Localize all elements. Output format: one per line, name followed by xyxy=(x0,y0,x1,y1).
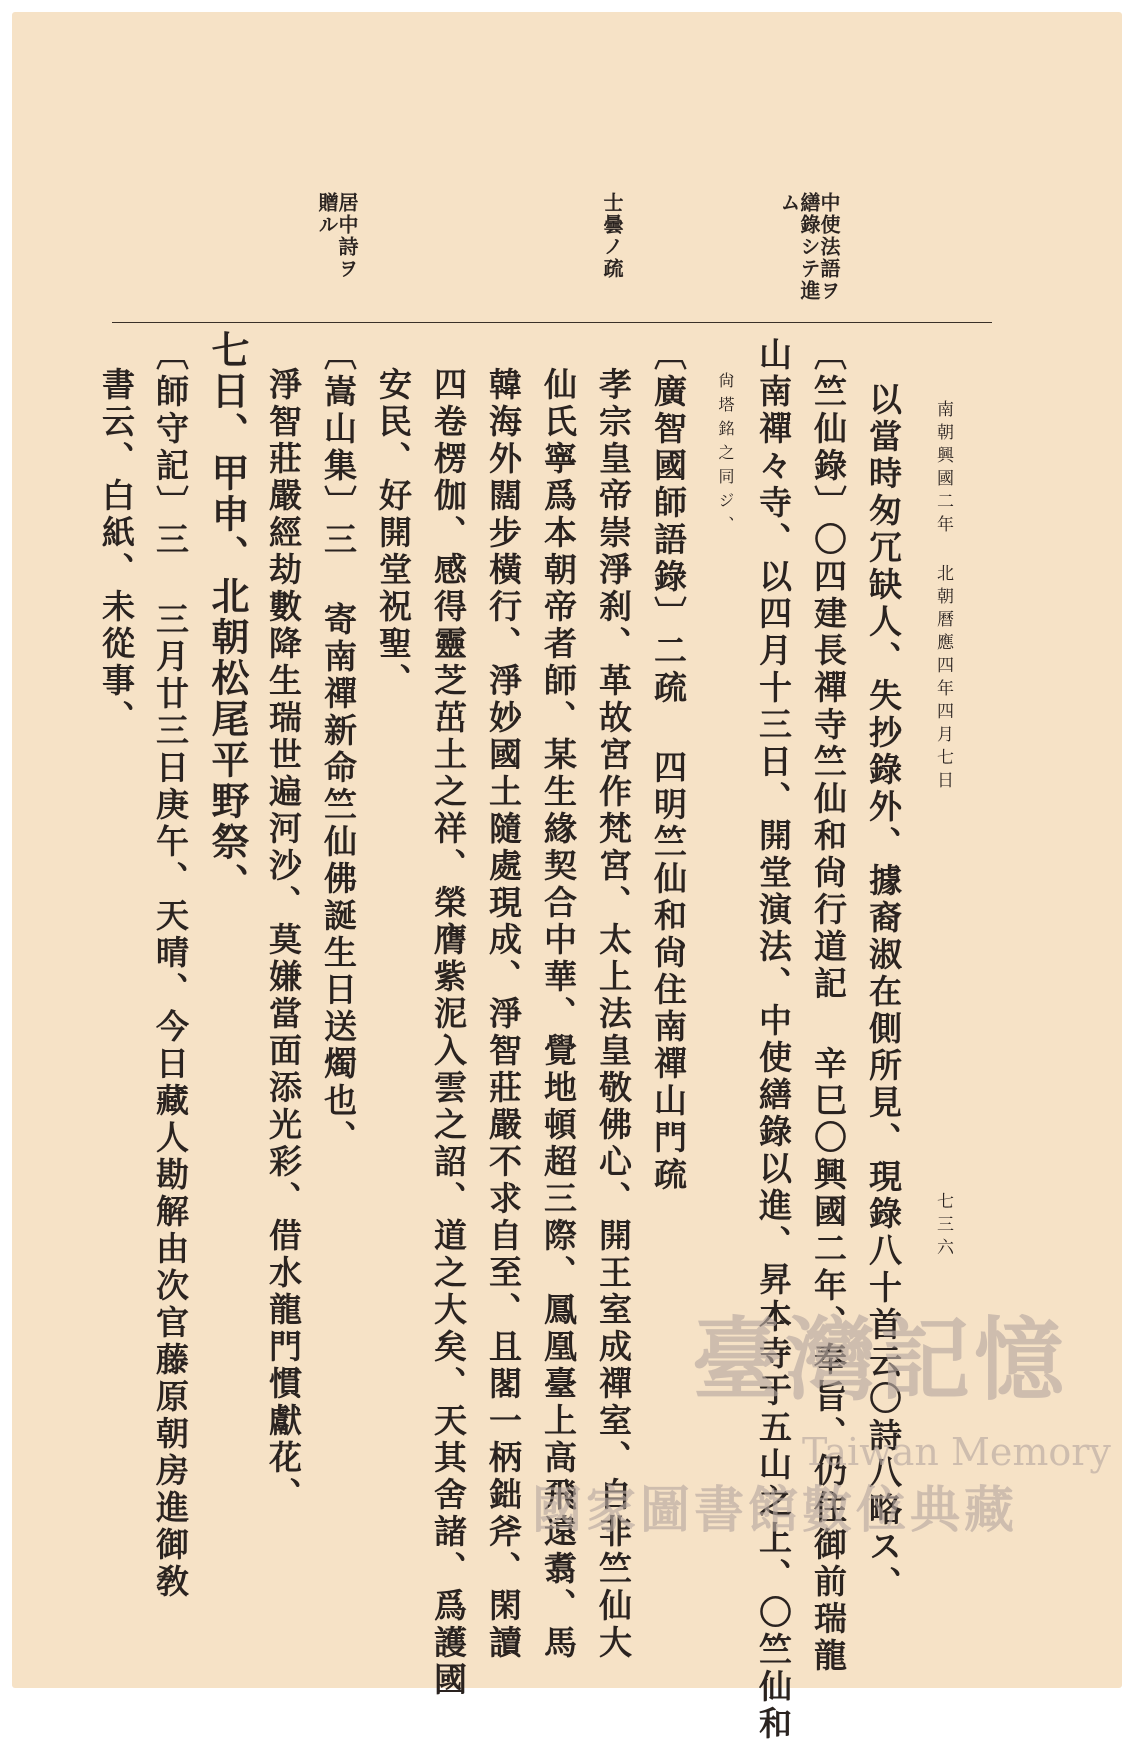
text-line-4: 尙塔銘之同ジ、 xyxy=(716,372,735,540)
text-line-10: 安民、好開堂祝聖、 xyxy=(374,367,413,700)
text-line-12: 淨智莊嚴經劫數降生瑞世遍河沙、莫嫌當面添光彩、借水龍門慣獻花、 xyxy=(264,367,303,1514)
text-line-13: 七日、甲申、北朝松尾平野祭、 xyxy=(205,330,250,904)
marginal-note-3: 居中詩ヲ贈ル xyxy=(315,192,359,280)
text-line-11: 〔嵩山集〕三 寄南禪新命竺仙佛誕生日送燭也、 xyxy=(319,337,358,1157)
watermark-english: Taiwan Memory xyxy=(802,1430,1111,1474)
page-number: 七三六 xyxy=(933,1192,953,1261)
text-line-15: 書云、白紙、未從事、 xyxy=(97,367,136,737)
header-rule xyxy=(112,322,992,323)
text-line-8: 韓海外闊步橫行、淨妙國土隨處現成、淨智莊嚴不求自至、且閣一柄鈯斧、閑讀 xyxy=(484,367,523,1662)
text-line-6: 孝宗皇帝崇淨刹、革故宮作梵宮、太上法皇敬佛心、開王室成禪室、自非竺仙大 xyxy=(594,367,633,1662)
watermark-logo: 臺灣記憶 xyxy=(692,1307,1068,1413)
text-line-9: 四卷楞伽、感得靈芝茁土之祥、榮膺紫泥入雲之詔、道之大矣、天其舍諸、爲護國 xyxy=(429,367,468,1699)
text-line-7: 仙氏寧爲本朝帝者師、某生緣契合中華、覺地頓超三際、鳳凰臺上高飛遠翥、馬 xyxy=(539,367,578,1662)
marginal-note-1: 中使法語ヲ繕錄シテ進ム xyxy=(777,192,841,302)
marginal-note-2: 士曇ノ疏 xyxy=(600,192,624,280)
document-page xyxy=(12,12,1122,1743)
text-line-3: 山南禪々寺、以四月十三日、開堂演法、中使繕錄以進、昇本寺于五山之上、〇竺仙和 xyxy=(754,337,793,1743)
watermark-institution: 國家圖書館數位典藏 xyxy=(532,1480,1018,1539)
text-line-14: 〔師守記〕三 三月廿三日庚午、天晴、今日藏人勘解由次官藤原朝房進御敎 xyxy=(151,337,190,1601)
text-line-5: 〔廣智國師語錄〕二疏 四明竺仙和尙住南禪山門疏 xyxy=(649,337,688,1194)
text-line-1: 以當時匆冗缺人、失抄錄外、據裔淑在側所見、現錄八十首云〇詩八略ス、 xyxy=(864,382,903,1603)
text-line-2: 〔竺仙錄〕〇四建長禪寺竺仙和尙行道記 辛巳〇興國二年、奉旨、仍住御前瑞龍 xyxy=(809,337,848,1675)
running-header: 南朝興國二年 北朝曆應四年四月七日 xyxy=(933,400,953,794)
